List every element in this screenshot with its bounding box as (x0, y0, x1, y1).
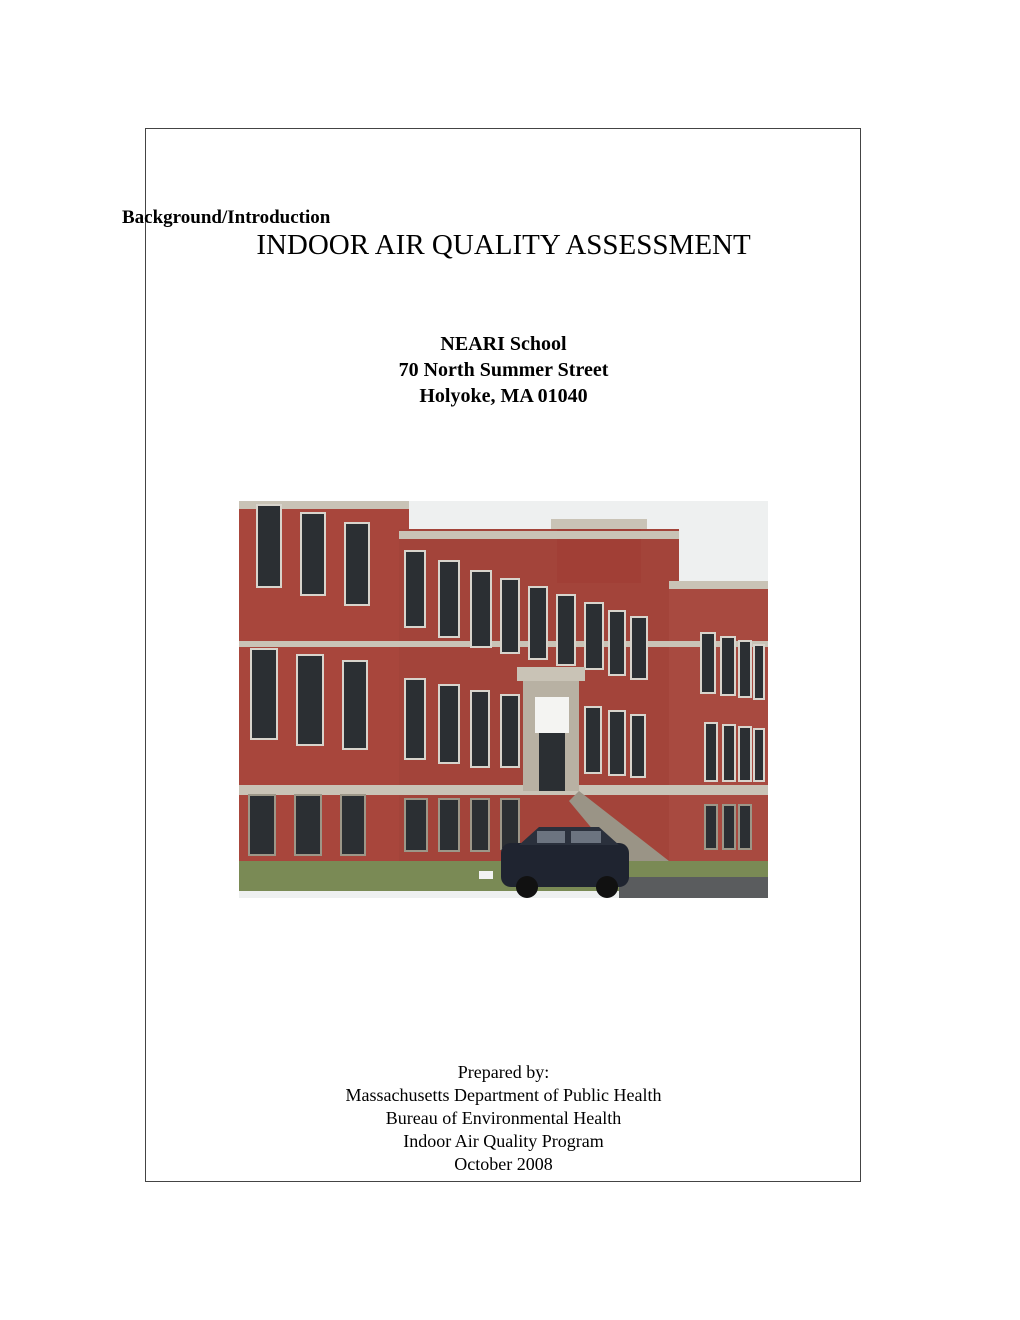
prepared-label: Prepared by: (457, 1062, 550, 1082)
prepared-date: October 2008 (454, 1154, 553, 1174)
school-name: NEARI School (440, 333, 567, 355)
school-city: Holyoke, MA 01040 (419, 385, 588, 407)
school-street: 70 North Summer Street (398, 359, 609, 381)
location-block (0, 331, 1007, 409)
prepared-bureau: Bureau of Environmental Health (385, 1108, 622, 1128)
school-building-photo (239, 501, 768, 898)
document-title: INDOOR AIR QUALITY ASSESSMENT (256, 229, 751, 261)
prepared-organization: Massachusetts Department of Public Health (345, 1085, 662, 1105)
prepared-program: Indoor Air Quality Program (403, 1131, 604, 1151)
prepared-by-block (0, 1061, 1007, 1176)
section-heading: Background/Introduction (122, 207, 331, 228)
